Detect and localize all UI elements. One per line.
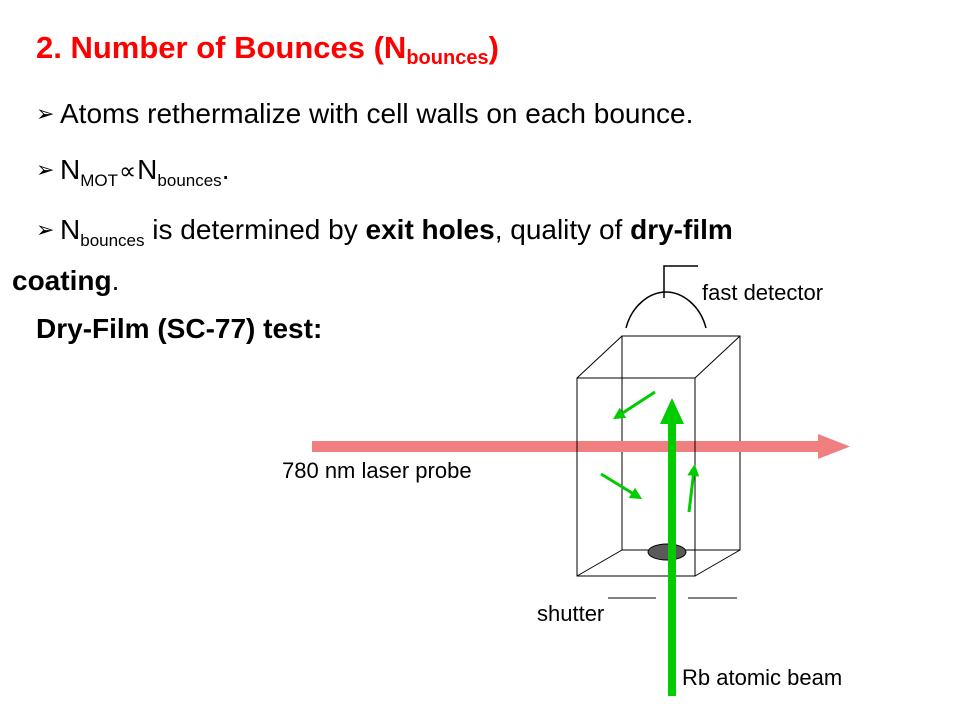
- bullet-text: Atoms rethermalize with cell walls on each bounce.: [60, 98, 694, 129]
- bullet-text: , quality of: [494, 214, 631, 245]
- symbol-n: N: [137, 154, 158, 185]
- subscript-bounces: bounces: [80, 231, 145, 250]
- label-shutter: shutter: [537, 601, 605, 626]
- arrowhead-bullet-icon: ➢: [36, 157, 55, 182]
- section-heading: Dry-Film (SC-77) test:: [36, 313, 323, 344]
- label-fast-detector: fast detector: [702, 280, 824, 305]
- title-close-paren: ): [488, 30, 499, 65]
- bullet-text: is determined by: [144, 214, 366, 245]
- label-atomic-beam: Rb atomic beam: [682, 665, 843, 690]
- detector-mount-icon: [664, 266, 698, 298]
- subscript-mot: MOT: [80, 171, 119, 190]
- bold-coating: coating: [12, 265, 112, 296]
- detector-dome-icon: [626, 292, 706, 328]
- atomic-beam-arrowhead: [660, 398, 684, 424]
- atom-trajectory-arrow: [689, 470, 694, 512]
- bold-exit-holes: exit holes: [365, 214, 495, 245]
- arrowhead-bullet-icon: ➢: [36, 217, 55, 242]
- cell-edge: [577, 336, 622, 378]
- cell-edge: [695, 550, 740, 576]
- atom-trajectory-arrow: [618, 392, 655, 416]
- arrowhead-bullet-icon: ➢: [36, 101, 55, 126]
- exit-hole-icon: [648, 544, 686, 560]
- period: .: [111, 265, 120, 296]
- cell-edge: [577, 550, 622, 576]
- symbol-n: N: [60, 214, 81, 245]
- title-text: 2. Number of Bounces (N: [36, 30, 407, 65]
- atom-trajectory-arrow: [601, 474, 637, 496]
- symbol-n: N: [60, 154, 81, 185]
- bold-dry-film: dry-film: [630, 214, 733, 245]
- period: .: [221, 154, 230, 185]
- subscript-bounces: bounces: [157, 171, 222, 190]
- proportional-symbol: ∝: [119, 158, 137, 185]
- cell-edge: [695, 336, 740, 378]
- title-subscript: bounces: [406, 47, 489, 69]
- label-laser-probe: 780 nm laser probe: [282, 458, 472, 483]
- laser-probe-beam: [312, 434, 850, 459]
